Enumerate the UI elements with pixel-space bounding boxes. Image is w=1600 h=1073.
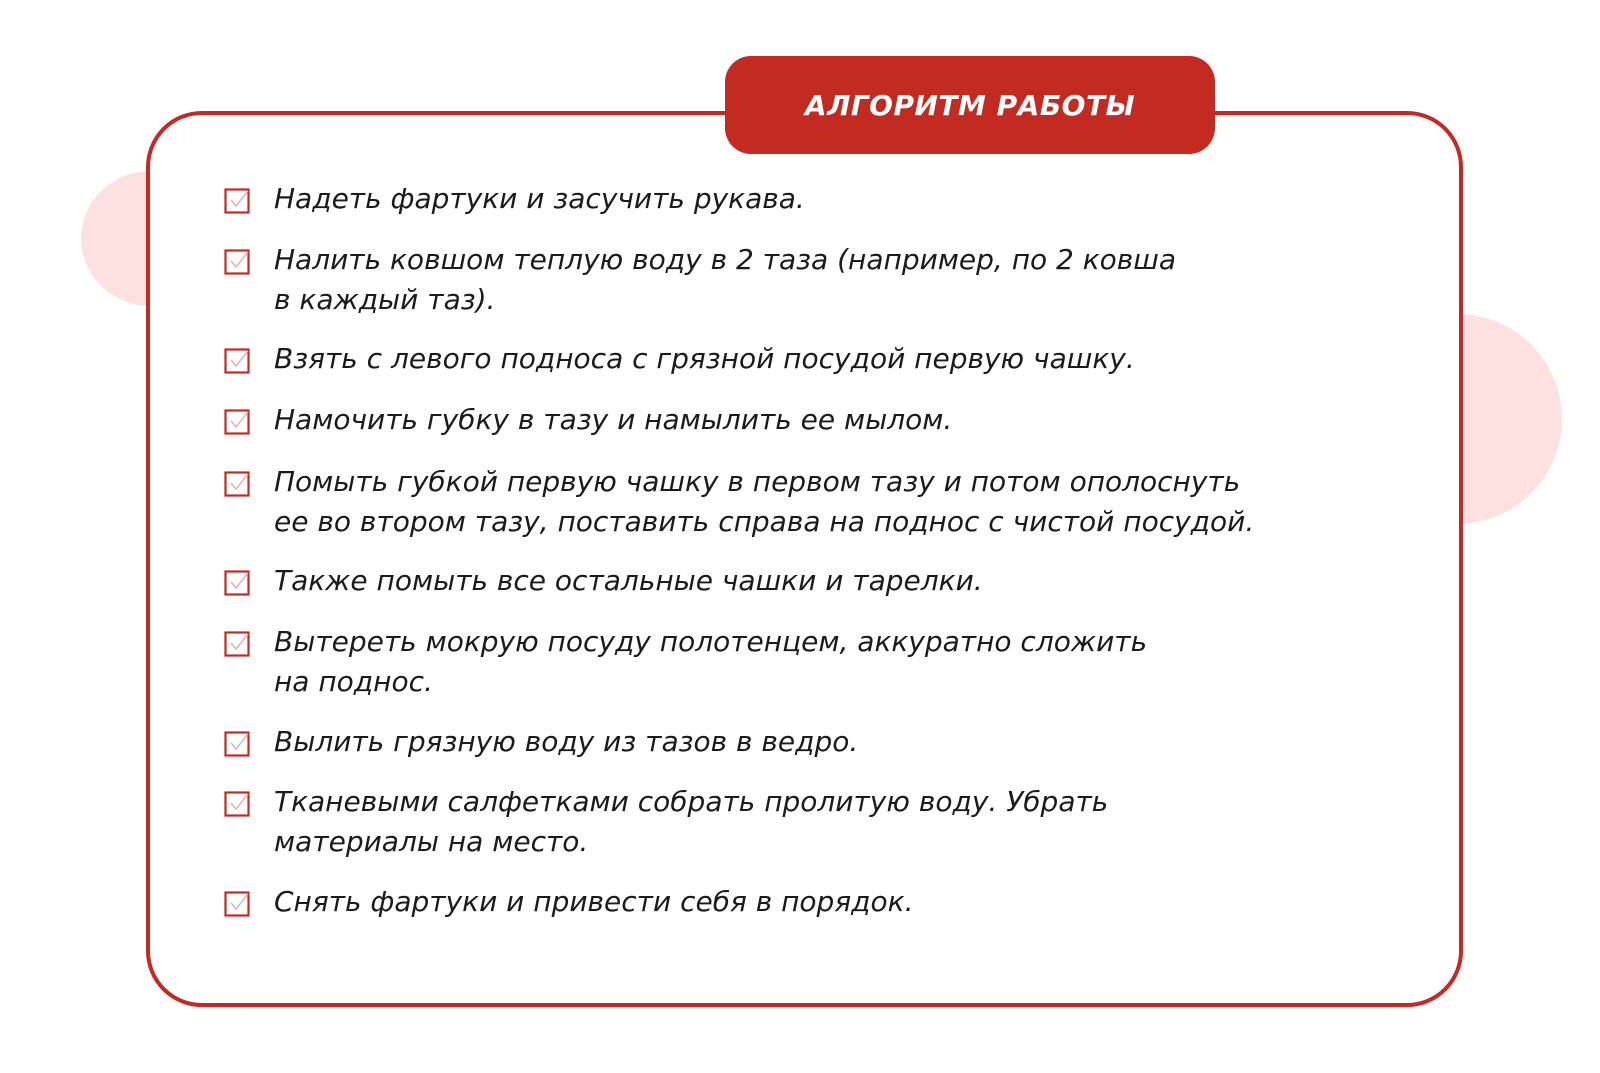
checkbox-check-icon — [224, 188, 250, 214]
checkbox-check-icon — [224, 348, 250, 374]
checkbox-check-icon — [224, 631, 250, 657]
checkbox-check-icon — [224, 471, 250, 497]
step-text: Снять фартуки и привести себя в порядок. — [274, 885, 914, 918]
checkbox-check-icon — [224, 409, 250, 435]
step-item-9 — [224, 782, 1404, 862]
step-text: Тканевыми салфетками собрать пролитую воду. Убрать материалы на место. — [274, 785, 1109, 858]
checkbox-check-icon — [224, 891, 250, 917]
step-item-3 — [224, 339, 1404, 379]
step-item-10 — [224, 882, 1404, 922]
step-text: Взять с левого подноса с грязной посудой первую чашку. — [274, 342, 1135, 375]
step-text: Вытереть мокрую посуду полотенцем, аккуратно сложить на поднос. — [274, 625, 1148, 698]
step-text: Намочить губку в тазу и намылить ее мылом. — [274, 403, 953, 436]
step-item-4 — [224, 400, 1404, 440]
checkbox-check-icon — [224, 570, 250, 596]
step-item-8 — [224, 722, 1404, 762]
step-text: Также помыть все остальные чашки и тарелки. — [274, 564, 983, 597]
step-item-6 — [224, 561, 1404, 601]
step-text: Вылить грязную воду из тазов в ведро. — [274, 725, 859, 758]
step-item-7 — [224, 622, 1404, 702]
checkbox-check-icon — [224, 791, 250, 817]
step-item-2 — [224, 240, 1404, 320]
step-text: Надеть фартуки и засучить рукава. — [274, 182, 805, 215]
step-text: Налить ковшом теплую воду в 2 таза (например, по 2 ковша в каждый таз). — [274, 243, 1177, 316]
step-text: Помыть губкой первую чашку в первом тазу и потом ополоснуть ее во втором тазу, поставить справа на поднос с чистой посудой. — [274, 465, 1255, 538]
checkbox-check-icon — [224, 731, 250, 757]
checkbox-check-icon — [224, 249, 250, 275]
page-title: АЛГОРИТМ РАБОТЫ — [804, 88, 1136, 122]
step-item-5 — [224, 462, 1404, 542]
step-item-1 — [224, 179, 1404, 219]
